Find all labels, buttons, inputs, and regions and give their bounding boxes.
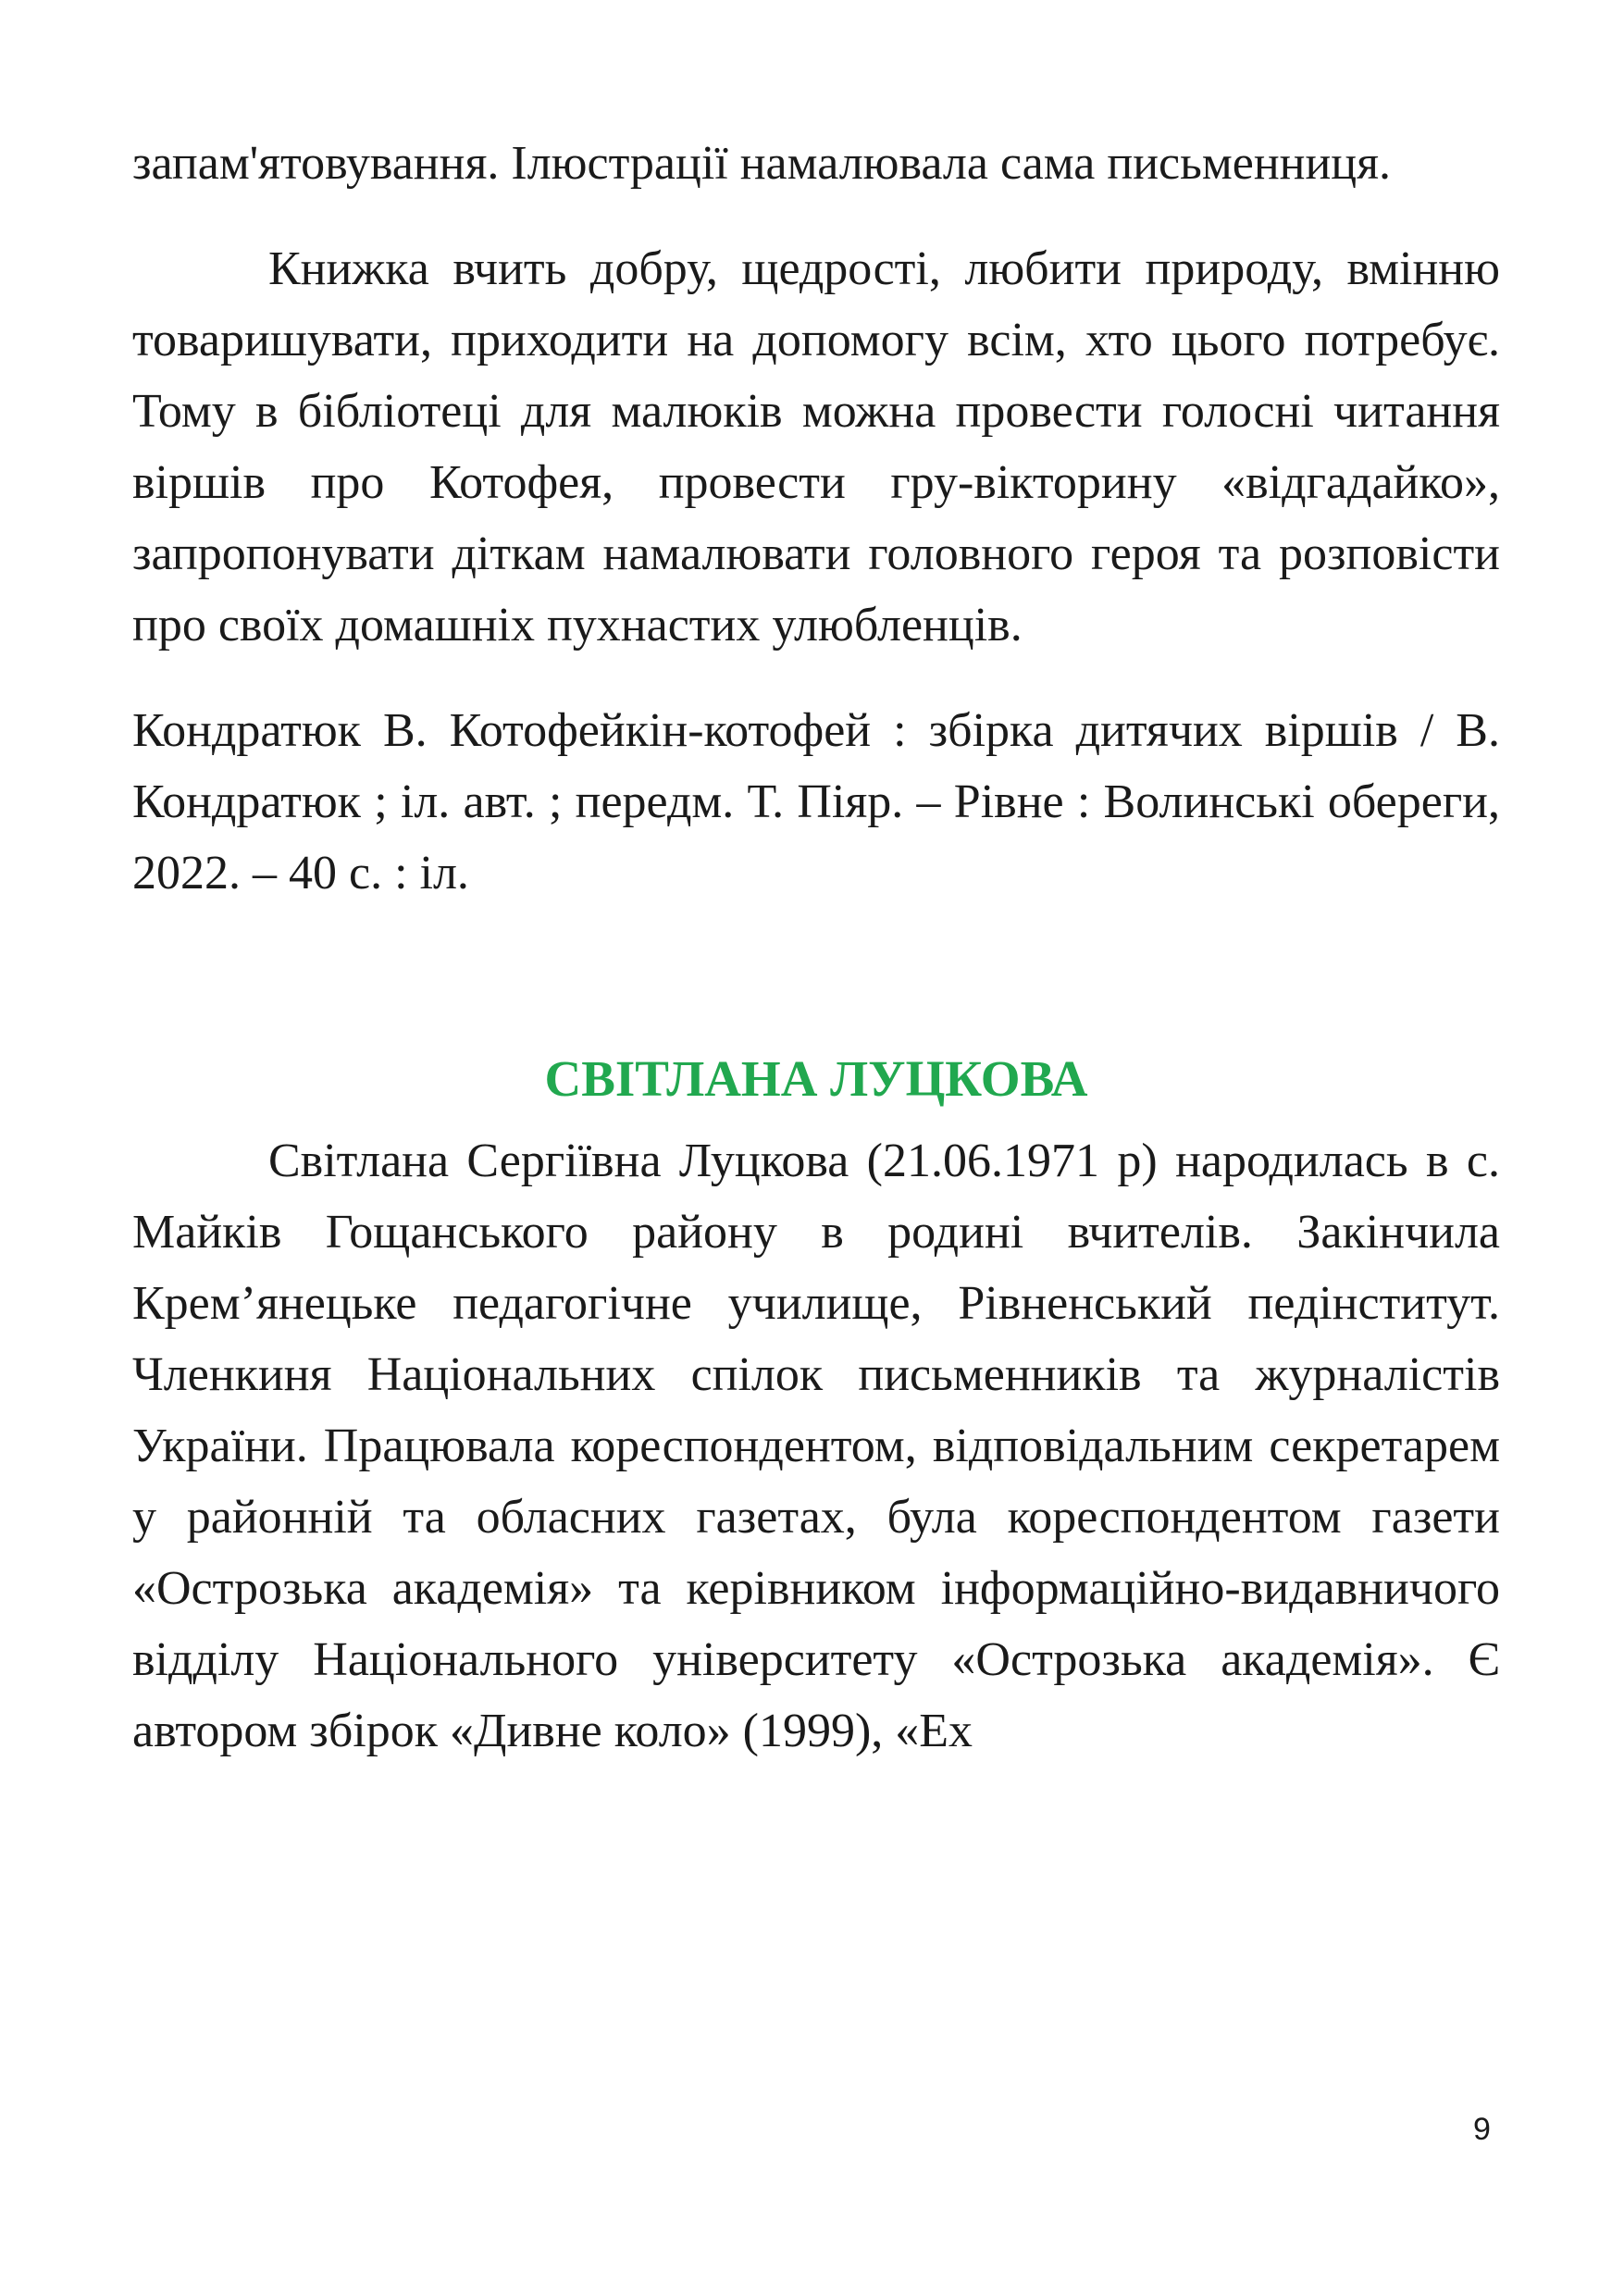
page-body <box>132 128 1500 1767</box>
section-heading: СВІТЛАНА ЛУЦКОВА <box>544 1050 1088 1107</box>
paragraph-biography: Світлана Сергіївна Луцкова (21.06.1971 р) народилась в с. Майків Гощанського району в родині вчителів. Закінчила Крем’янецьке педагогічне училище, Рівненський педінститут. Членкиня Національних спілок письменників та журналістів України. Працювала кореспондентом, відповідальним секретарем у районній та обласних газетах, була кореспондентом газети «Острозька академія» та керівником інформаційно-видавничого відділу Національного університету «Острозька академія». Є автором збірок «Дивне коло» (1999), «Ех <box>132 1135 1500 1757</box>
paragraph-book-lessons: Книжка вчить добру, щедрості, любити природу, вмінню товаришувати, приходити на допомогу всім, хто цього потребує. Тому в бібліотеці для малюків можна провести голосні читання віршів про Котофея, провести гру-вікторину «відгадайко», запропонувати діткам намалювати головного героя та розповісти про своїх домашніх пухнастих улюбленців. <box>132 242 1500 651</box>
page-number: 9 <box>1473 2112 1491 2147</box>
bibliographic-citation: Кондратюк В. Котофейкін-котофей : збірка дитячих віршів / В. Кондратюк ; іл. авт. ; передм. Т. Піяр. – Рівне : Волинські обереги, 2022. – 40 с. : іл. <box>132 704 1500 899</box>
paragraph-continuation: запам'ятовування. Ілюстрації намалювала сама письменниця. <box>132 137 1392 190</box>
